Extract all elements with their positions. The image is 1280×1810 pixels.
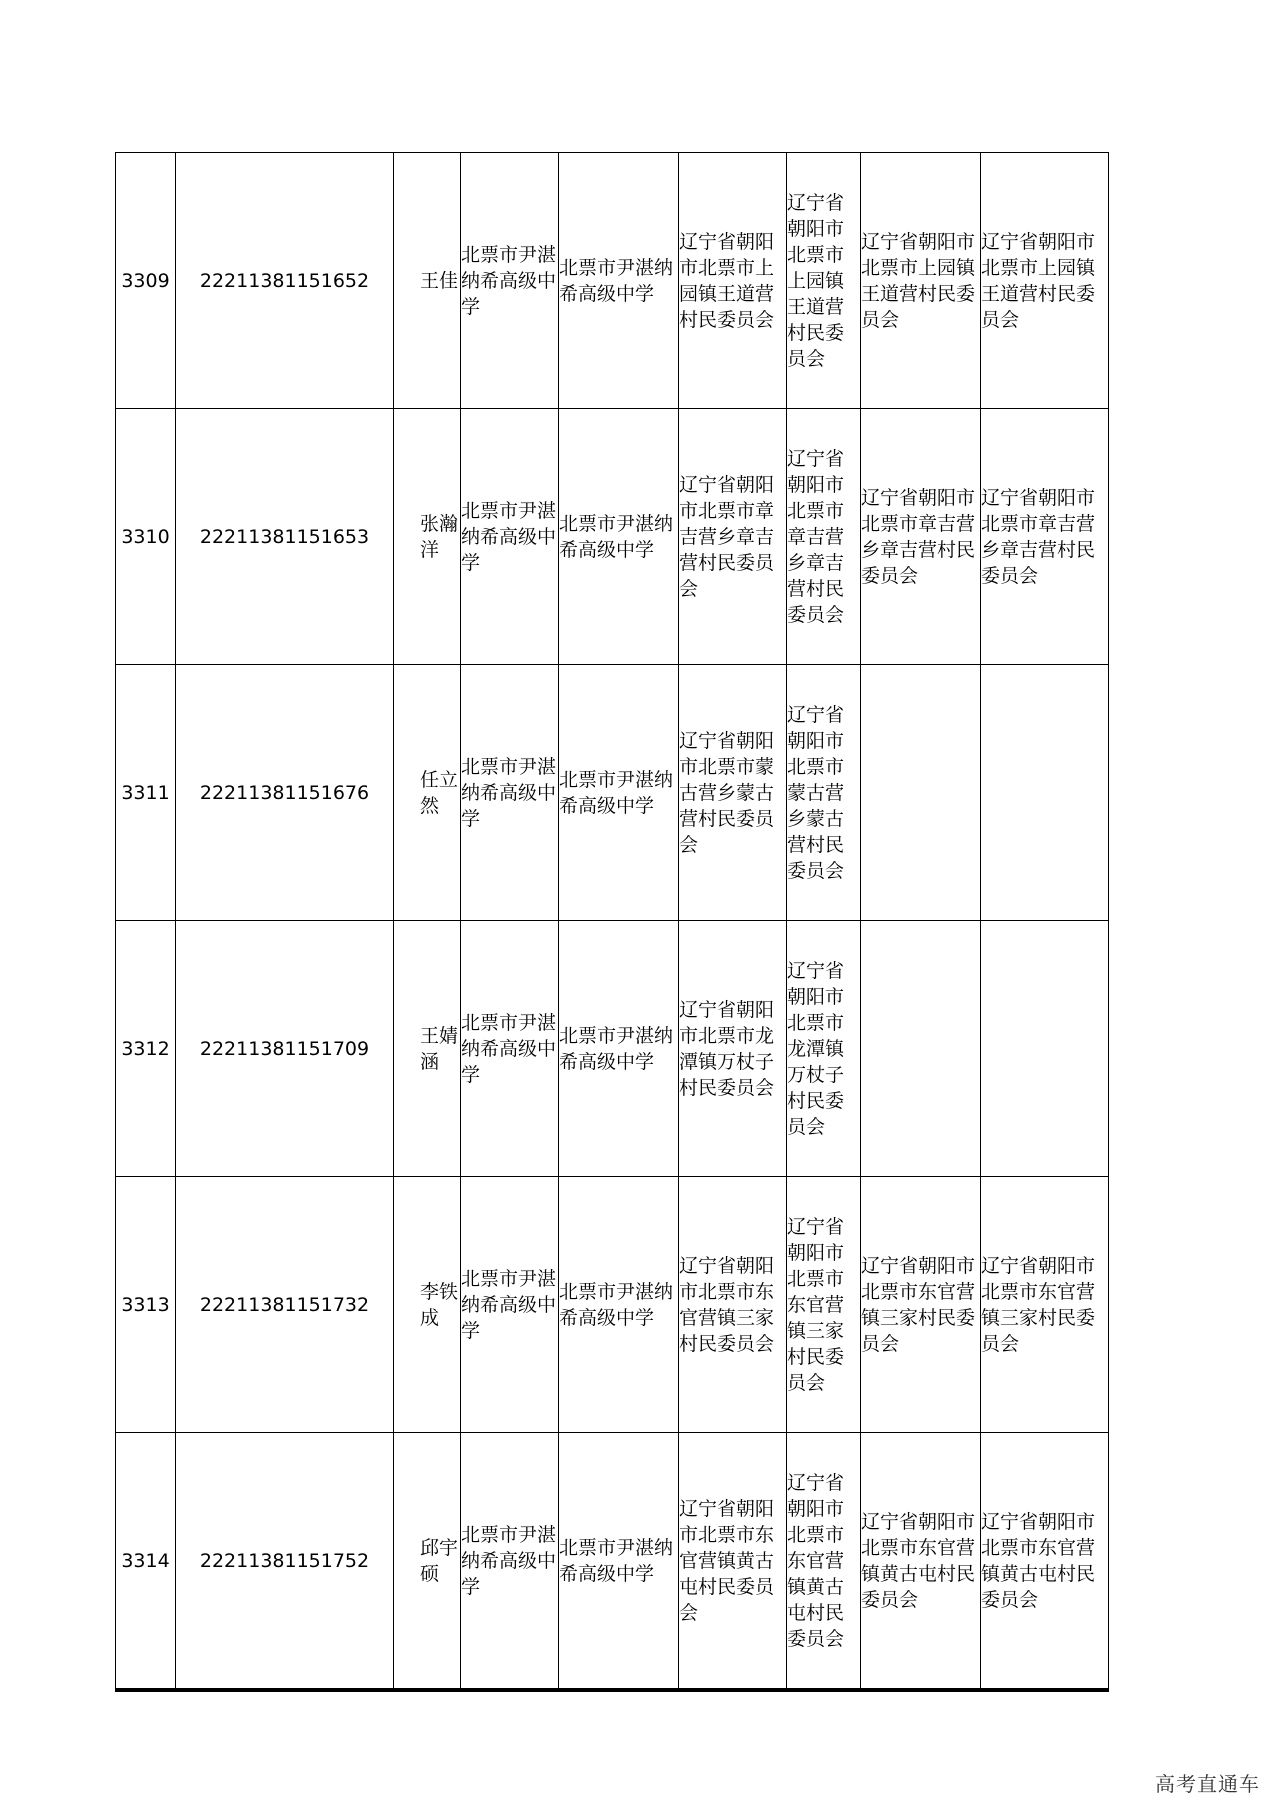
address-2: 辽宁省朝阳市北票市东官营镇黄古屯村民委员会 xyxy=(787,1471,845,1650)
address-2: 辽宁省朝阳市北票市蒙古营乡蒙古营村民委员会 xyxy=(787,703,845,882)
address-cell-2 xyxy=(787,409,861,665)
address-cell-4 xyxy=(981,409,1109,665)
name-cell xyxy=(394,921,461,1177)
school-full-name: 北票市尹湛纳希高级中学 xyxy=(559,256,674,305)
seq-number: 3314 xyxy=(121,1549,170,1572)
name-cell xyxy=(394,1177,461,1433)
school-name: 北票市尹湛纳希高级中学 xyxy=(461,1523,557,1598)
id-cell xyxy=(176,409,394,665)
address-1: 辽宁省朝阳市北票市章吉营乡章吉营村民委员会 xyxy=(679,473,775,600)
table-row xyxy=(116,153,1109,409)
address-cell-2 xyxy=(787,921,861,1177)
address-4: 辽宁省朝阳市北票市章吉营乡章吉营村民委员会 xyxy=(981,486,1096,587)
school-full-cell xyxy=(559,153,679,409)
school-cell xyxy=(461,665,559,921)
name-cell xyxy=(394,1433,461,1691)
registration-number: 22211381151676 xyxy=(199,781,370,804)
address-4: 辽宁省朝阳市北票市东官营镇三家村民委员会 xyxy=(981,1254,1096,1355)
address-1: 辽宁省朝阳市北票市蒙古营乡蒙古营村民委员会 xyxy=(679,729,775,856)
id-cell xyxy=(176,921,394,1177)
table-row xyxy=(116,409,1109,665)
address-3: 辽宁省朝阳市北票市东官营镇三家村民委员会 xyxy=(861,1254,976,1355)
seq-cell xyxy=(116,1433,176,1691)
school-full-cell xyxy=(559,1433,679,1691)
table-row xyxy=(116,1177,1109,1433)
name-cell xyxy=(394,665,461,921)
address-cell-2 xyxy=(787,1433,861,1691)
seq-number: 3309 xyxy=(121,269,170,292)
id-cell xyxy=(176,665,394,921)
school-cell xyxy=(461,1177,559,1433)
address-2: 辽宁省朝阳市北票市龙潭镇万杖子村民委员会 xyxy=(787,959,845,1138)
registration-number: 22211381151752 xyxy=(199,1549,370,1572)
address-4: 辽宁省朝阳市北票市上园镇王道营村民委员会 xyxy=(981,230,1096,331)
seq-cell xyxy=(116,665,176,921)
address-cell-2 xyxy=(787,1177,861,1433)
id-cell xyxy=(176,1177,394,1433)
student-name: 王佳 xyxy=(420,269,459,292)
school-full-name: 北票市尹湛纳希高级中学 xyxy=(559,1024,674,1073)
student-name: 张瀚洋 xyxy=(420,512,459,561)
address-cell-2 xyxy=(787,153,861,409)
seq-cell xyxy=(116,1177,176,1433)
address-3: 辽宁省朝阳市北票市上园镇王道营村民委员会 xyxy=(861,230,976,331)
address-cell-1 xyxy=(679,921,787,1177)
address-cell-4 xyxy=(981,1177,1109,1433)
name-cell xyxy=(394,153,461,409)
seq-number: 3313 xyxy=(121,1293,170,1316)
school-full-name: 北票市尹湛纳希高级中学 xyxy=(559,1280,674,1329)
school-full-cell xyxy=(559,921,679,1177)
school-cell xyxy=(461,153,559,409)
address-cell-1 xyxy=(679,409,787,665)
school-name: 北票市尹湛纳希高级中学 xyxy=(461,1267,557,1342)
address-cell-4 xyxy=(981,921,1109,1177)
seq-cell xyxy=(116,921,176,1177)
table-row xyxy=(116,921,1109,1177)
address-cell-2 xyxy=(787,665,861,921)
school-name: 北票市尹湛纳希高级中学 xyxy=(461,499,557,574)
seq-number: 3312 xyxy=(121,1037,170,1060)
address-cell-3 xyxy=(861,153,981,409)
school-full-name: 北票市尹湛纳希高级中学 xyxy=(559,1536,674,1585)
school-full-name: 北票市尹湛纳希高级中学 xyxy=(559,512,674,561)
address-1: 辽宁省朝阳市北票市东官营镇三家村民委员会 xyxy=(679,1254,775,1355)
table-row xyxy=(116,665,1109,921)
address-cell-3 xyxy=(861,665,981,921)
registration-number: 22211381151652 xyxy=(199,269,370,292)
address-cell-3 xyxy=(861,1177,981,1433)
registration-number: 22211381151653 xyxy=(199,525,370,548)
table-row xyxy=(116,1433,1109,1691)
address-cell-3 xyxy=(861,1433,981,1691)
watermark-text: 高考直通车 xyxy=(1155,1772,1260,1796)
student-name: 邱宇硕 xyxy=(420,1536,459,1585)
address-3: 辽宁省朝阳市北票市东官营镇黄古屯村民委员会 xyxy=(861,1510,976,1611)
address-cell-3 xyxy=(861,921,981,1177)
address-2: 辽宁省朝阳市北票市章吉营乡章吉营村民委员会 xyxy=(787,447,845,626)
school-name: 北票市尹湛纳希高级中学 xyxy=(461,755,557,830)
school-cell xyxy=(461,921,559,1177)
address-cell-1 xyxy=(679,665,787,921)
seq-number: 3311 xyxy=(121,781,170,804)
school-full-cell xyxy=(559,409,679,665)
seq-number: 3310 xyxy=(121,525,170,548)
address-cell-1 xyxy=(679,1177,787,1433)
school-full-cell xyxy=(559,665,679,921)
address-3: 辽宁省朝阳市北票市章吉营乡章吉营村民委员会 xyxy=(861,486,976,587)
address-1: 辽宁省朝阳市北票市上园镇王道营村民委员会 xyxy=(679,230,775,331)
registration-number: 22211381151732 xyxy=(199,1293,370,1316)
id-cell xyxy=(176,153,394,409)
school-full-name: 北票市尹湛纳希高级中学 xyxy=(559,768,674,817)
address-1: 辽宁省朝阳市北票市龙潭镇万杖子村民委员会 xyxy=(679,998,775,1099)
seq-cell xyxy=(116,409,176,665)
school-cell xyxy=(461,1433,559,1691)
student-record-table xyxy=(115,152,1109,1692)
school-name: 北票市尹湛纳希高级中学 xyxy=(461,243,557,318)
address-2: 辽宁省朝阳市北票市上园镇王道营村民委员会 xyxy=(787,191,845,370)
student-name: 李铁成 xyxy=(420,1280,459,1329)
address-1: 辽宁省朝阳市北票市东官营镇黄古屯村民委员会 xyxy=(679,1497,775,1624)
address-4: 辽宁省朝阳市北票市东官营镇黄古屯村民委员会 xyxy=(981,1510,1096,1611)
address-cell-1 xyxy=(679,1433,787,1691)
student-name: 任立然 xyxy=(420,768,459,817)
address-cell-4 xyxy=(981,153,1109,409)
registration-number: 22211381151709 xyxy=(199,1037,370,1060)
school-cell xyxy=(461,409,559,665)
school-full-cell xyxy=(559,1177,679,1433)
school-name: 北票市尹湛纳希高级中学 xyxy=(461,1011,557,1086)
address-cell-4 xyxy=(981,1433,1109,1691)
name-cell xyxy=(394,409,461,665)
address-2: 辽宁省朝阳市北票市东官营镇三家村民委员会 xyxy=(787,1215,845,1394)
student-name: 王婧涵 xyxy=(420,1024,459,1073)
address-cell-4 xyxy=(981,665,1109,921)
address-cell-3 xyxy=(861,409,981,665)
id-cell xyxy=(176,1433,394,1691)
address-cell-1 xyxy=(679,153,787,409)
seq-cell xyxy=(116,153,176,409)
